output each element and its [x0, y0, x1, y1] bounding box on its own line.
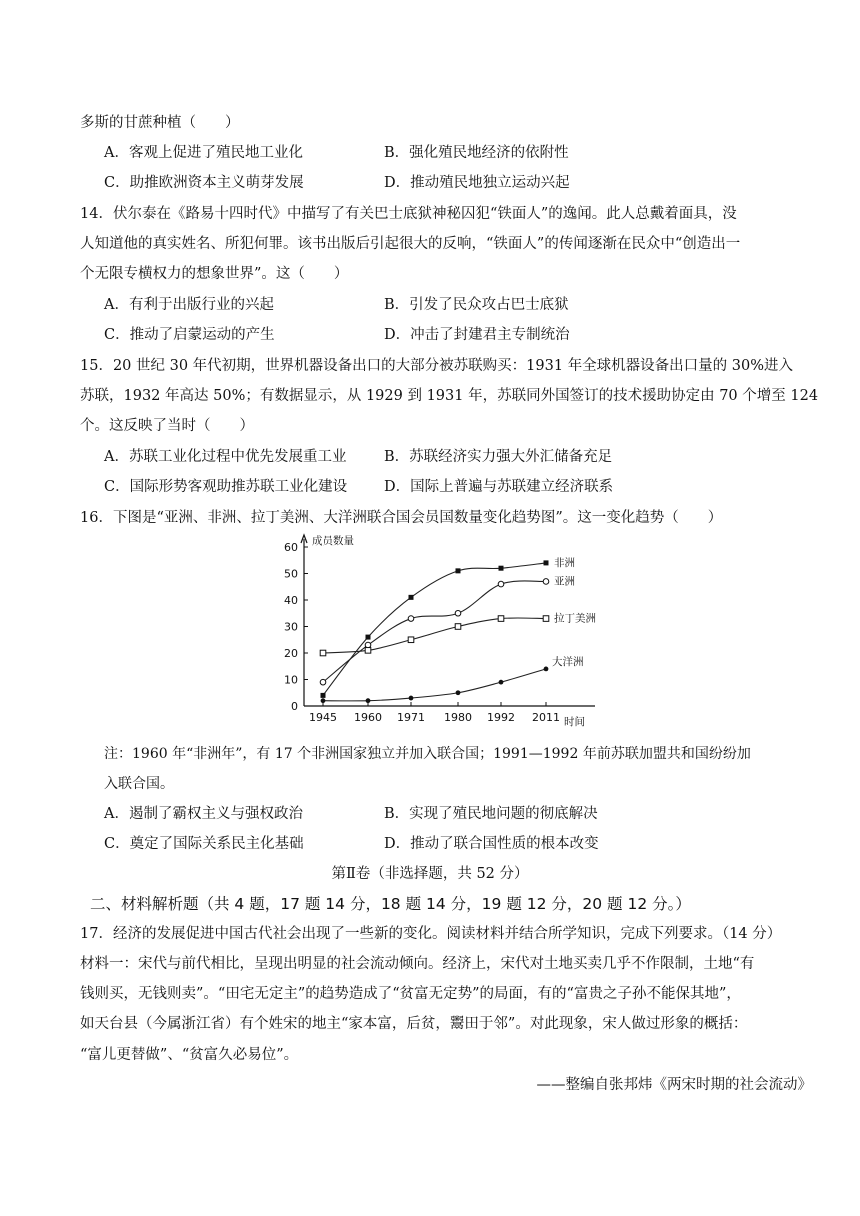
q15-stem-line: 15．20 世纪 30 年代初期，世界机器设备出口的大部分被苏联购买：1931 年全球机器设备出口量的 30%进入	[80, 358, 794, 374]
q14-option-d[interactable]: D．冲击了封建君主专制统治	[384, 327, 570, 343]
series-line-3	[323, 669, 546, 701]
data-point	[544, 667, 549, 672]
q13-option-a[interactable]: A．客观上促进了殖民地工业化	[104, 145, 303, 161]
q17-material-line: “富儿更替做”、“贫富久必易位”。	[80, 1047, 299, 1063]
x-tick-label: 1980	[444, 711, 472, 724]
chart-axes	[301, 535, 595, 706]
data-point	[456, 568, 461, 573]
y-axis-label: 成员数量	[312, 535, 354, 547]
series-label: 亚洲	[554, 575, 575, 588]
data-point	[365, 642, 371, 648]
q14-option-c[interactable]: C．推动了启蒙运动的产生	[104, 327, 275, 343]
data-point	[498, 616, 504, 622]
series-line-1	[323, 581, 546, 682]
data-point	[543, 616, 549, 622]
data-point	[320, 679, 326, 685]
q16-option-a[interactable]: A．遏制了霸权主义与强权政治	[104, 806, 303, 822]
data-point	[409, 595, 414, 600]
q17-material-line: 如天台县（今属浙江省）有个姓宋的地主“家本富，后贫，鬻田于邻”。对此现象，宋人做过形象的概括：	[80, 1016, 748, 1032]
x-axis-label: 时间	[564, 716, 585, 728]
section-title: 第Ⅱ卷（非选择题，共 52 分）	[331, 866, 529, 882]
series-line-0	[323, 563, 546, 696]
q17-material-line: 钱则买，无钱则卖”。“田宅无定主”的趋势造成了“贫富无定势”的局面，有的“富贵之子孙不能保其地”，	[80, 986, 741, 1002]
data-point	[321, 698, 326, 703]
q14-option-b[interactable]: B．引发了民众攻占巴士底狱	[384, 297, 569, 313]
data-point	[365, 648, 371, 654]
data-point	[499, 680, 504, 685]
x-tick-label: 1960	[354, 711, 382, 724]
q15-option-c[interactable]: C．国际形势客观助推苏联工业化建设	[104, 479, 348, 495]
data-point	[455, 624, 461, 630]
data-point	[366, 635, 371, 640]
data-point	[543, 579, 549, 585]
q15-option-a[interactable]: A．苏联工业化过程中优先发展重工业	[104, 449, 347, 465]
series-line-2	[323, 618, 546, 653]
y-tick-label: 20	[284, 647, 298, 660]
q17-line: 17．经济的发展促进中国古代社会出现了一些新的变化。阅读材料并结合所学知识，完成下列要求。（14 分）	[80, 926, 782, 942]
data-point	[408, 616, 414, 622]
q13-stem-tail: 多斯的甘蔗种植（ ）	[80, 115, 240, 131]
x-tick-label: 2011	[532, 711, 560, 724]
q15-option-b[interactable]: B．苏联经济实力强大外汇储备充足	[384, 449, 613, 465]
y-tick-label: 40	[284, 594, 298, 607]
series-label: 非洲	[554, 556, 575, 569]
q16-note-line: 注：1960 年“非洲年”，有 17 个非洲国家独立并加入联合国；1991—1992 年前苏联加盟共和国纷纷加	[104, 746, 751, 762]
data-point	[409, 696, 414, 701]
data-point	[366, 698, 371, 703]
data-point	[498, 581, 504, 587]
y-tick-label: 10	[284, 673, 298, 687]
q14-option-a[interactable]: A．有利于出版行业的兴起	[104, 297, 274, 313]
q14-stem-line: 14．伏尔泰在《路易十四时代》中描写了有关巴士底狱神秘囚犯“铁面人”的逸闻。此人总戴着面具，没	[80, 206, 737, 222]
q15-stem-line: 个。这反映了当时（ ）	[80, 418, 254, 434]
q15-option-d[interactable]: D．国际上普遍与苏联建立经济联系	[384, 479, 614, 495]
un-membership-line-chart	[270, 528, 630, 728]
y-tick-label: 0	[291, 700, 298, 713]
q13-option-c[interactable]: C．助推欧洲资本主义萌芽发展	[104, 175, 304, 191]
data-point	[499, 566, 504, 571]
data-point	[320, 650, 326, 656]
part-heading: 二、材料解析题（共 4 题，17 题 14 分，18 题 14 分，19 题 12 分，20 题 12 分。）	[90, 895, 691, 913]
series-label: 拉丁美洲	[554, 612, 596, 625]
q16-option-c[interactable]: C．奠定了国际关系民主化基础	[104, 836, 304, 852]
q13-option-b[interactable]: B．强化殖民地经济的依附性	[384, 145, 569, 161]
q16-option-b[interactable]: B．实现了殖民地问题的彻底解决	[384, 806, 598, 822]
q16-stem: 16．下图是“亚洲、非洲、拉丁美洲、大洋洲联合国会员国数量变化趋势图”。这一变化趋势（ ）	[80, 510, 723, 526]
data-point	[321, 693, 326, 698]
data-point	[455, 610, 461, 616]
series-label: 大洋洲	[552, 655, 584, 668]
q16-option-d[interactable]: D．推动了联合国性质的根本改变	[384, 836, 599, 852]
x-tick-label: 1971	[397, 711, 425, 724]
q17-material-line: 材料一：宋代与前代相比，呈现出明显的社会流动倾向。经济上，宋代对土地买卖几乎不作限制，土地“有	[80, 956, 755, 972]
x-tick-label: 1945	[309, 711, 337, 724]
x-tick-label: 1992	[487, 711, 515, 724]
q13-option-d[interactable]: D．推动殖民地独立运动兴起	[384, 175, 570, 191]
q15-stem-line: 苏联，1932 年高达 50%；有数据显示，从 1929 到 1931 年，苏联同外国签订的技术援助协定由 70 个增至 124	[80, 388, 819, 404]
data-point	[544, 560, 549, 565]
y-tick-label: 30	[284, 620, 298, 634]
data-point	[408, 637, 414, 643]
chart-series	[320, 560, 549, 703]
q17-source: ——整编自张邦炜《两宋时期的社会流动》	[536, 1077, 812, 1093]
q14-stem-line: 个无限专横权力的想象世界”。这（ ）	[80, 266, 349, 282]
q16-note-line: 入联合国。	[104, 776, 174, 792]
y-tick-label: 60	[284, 541, 298, 554]
data-point	[456, 690, 461, 695]
q14-stem-line: 人知道他的真实姓名、所犯何罪。该书出版后引起很大的反响，“铁面人”的传闻逐渐在民众中“创造出一	[80, 236, 741, 252]
y-tick-label: 50	[284, 567, 298, 581]
